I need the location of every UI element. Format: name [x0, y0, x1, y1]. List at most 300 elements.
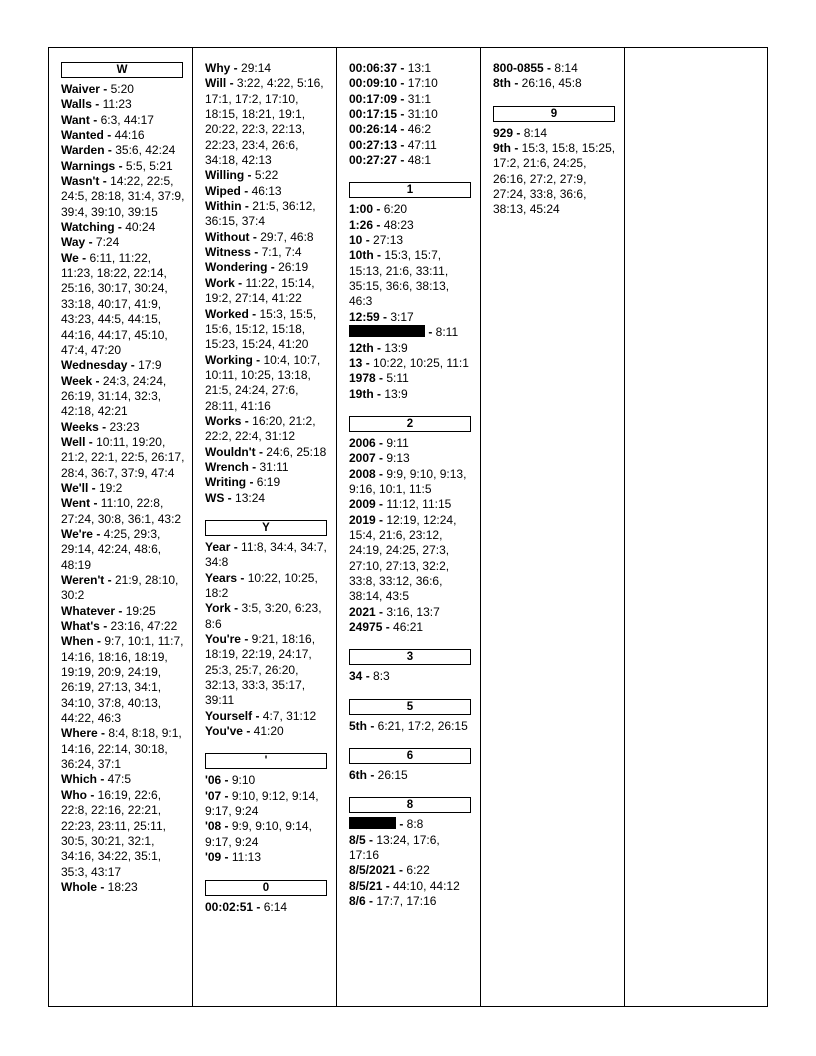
index-term: Why: [205, 61, 231, 75]
index-entry: [61, 788, 185, 880]
page-line-refs: 5:5, 5:21: [125, 158, 173, 173]
index-entry: [61, 573, 185, 604]
page-line-refs: 17:9: [138, 358, 162, 373]
page-line-refs: 31:1: [407, 91, 432, 106]
index-term: 8/5: [349, 832, 366, 847]
index-entry: [61, 880, 185, 895]
term-separator: -: [373, 248, 385, 263]
index-entry: [349, 61, 473, 76]
term-separator: -: [373, 217, 384, 232]
index-term: Working: [205, 352, 253, 367]
page-line-refs: 19:2: [98, 480, 123, 495]
index-column-5: [625, 48, 767, 1006]
index-column-2: [193, 48, 337, 1006]
index-entry: [205, 709, 329, 724]
term-separator: -: [365, 832, 377, 847]
index-term: Witness: [205, 245, 251, 260]
term-separator: -: [244, 168, 255, 183]
page-line-refs: 12:19, 12:24, 15:4, 21:6, 23:12, 24:19, 24:25, 27:3, 27:10, 27:13, 32:2, 33:8, 33:12, 36:6, 38:14, 43:5: [349, 512, 457, 604]
page-line-refs: 8:8: [406, 817, 424, 832]
index-entry: [205, 61, 329, 76]
term-separator: -: [240, 183, 252, 198]
index-entry: [205, 414, 329, 445]
index-entry: [349, 451, 473, 466]
term-separator: -: [367, 718, 378, 733]
page-line-refs: 10:22, 10:25, 18:2: [205, 570, 318, 600]
index-term: 8th: [493, 76, 511, 91]
index-term: Wondering: [205, 260, 268, 275]
index-entry: [61, 143, 185, 158]
page-line-refs: 13:9: [384, 340, 408, 355]
term-separator: -: [253, 899, 264, 914]
index-term: Weeks: [61, 419, 99, 434]
page-line-refs: 31:10: [407, 107, 438, 122]
page-line-refs: 6:21, 17:2, 26:15: [377, 718, 468, 733]
page-line-refs: 46:13: [251, 183, 282, 198]
index-entry: [349, 371, 473, 386]
page-line-refs: 9:9, 9:10, 9:14, 9:17, 9:24: [205, 819, 312, 849]
page-line-refs: 11:22, 15:14, 19:2, 27:14, 41:22: [205, 275, 315, 306]
page-line-refs: 17:7, 17:16: [376, 894, 437, 909]
index-term: WS: [205, 490, 225, 505]
term-separator: -: [396, 817, 407, 832]
page-line-refs: 11:12, 11:15: [386, 497, 452, 512]
page-line-refs: 11:13: [231, 850, 262, 865]
index-entry: [349, 122, 473, 137]
index-term: You've: [205, 724, 243, 739]
index-entry: [349, 310, 473, 325]
index-entry: [61, 435, 185, 481]
index-entry: [61, 772, 185, 787]
index-entry: [205, 491, 329, 506]
term-separator: -: [379, 309, 391, 324]
index-page: [48, 47, 768, 1007]
index-term: Yourself: [205, 708, 253, 723]
index-entry: [61, 82, 185, 97]
index-entry: [205, 900, 329, 915]
section-header: 1: [349, 182, 471, 198]
term-separator: -: [226, 76, 237, 91]
term-separator: -: [397, 153, 408, 168]
term-separator: -: [99, 619, 111, 634]
index-term: 2007: [349, 451, 376, 466]
page-line-refs: 48:1: [407, 153, 432, 168]
term-separator: -: [362, 355, 374, 370]
index-term: Walls: [61, 97, 92, 112]
index-entry: [205, 819, 329, 850]
index-term: 00:27:13: [349, 137, 398, 152]
index-entry: [349, 605, 473, 620]
index-term: Warden: [61, 143, 105, 158]
index-term: 2009: [349, 497, 376, 512]
term-separator: -: [382, 620, 394, 634]
index-entry: [493, 141, 617, 218]
index-entry: [205, 601, 329, 632]
index-entry: [205, 276, 329, 307]
term-separator: -: [230, 601, 242, 616]
page-line-refs: 6:19: [256, 475, 281, 490]
index-term: '07: [205, 788, 222, 803]
index-entry: [205, 168, 329, 183]
term-separator: -: [511, 141, 522, 156]
term-separator: -: [224, 490, 236, 505]
term-separator: -: [92, 373, 103, 388]
page-line-refs: 11:23: [102, 97, 132, 112]
page-line-refs: 9:7, 10:1, 11:7, 14:16, 18:16, 18:19, 19:19, 20:9, 24:19, 26:19, 27:13, 34:1, 34:10, 37:8, 40:13, 44:22, 46:3: [61, 634, 184, 726]
index-entry: [205, 445, 329, 460]
term-separator: -: [375, 466, 387, 481]
term-separator: -: [103, 128, 115, 143]
index-entry: [349, 669, 473, 684]
page-line-refs: 9:13: [386, 451, 410, 466]
index-entry: [205, 475, 329, 490]
index-entry: [205, 199, 329, 230]
term-separator: -: [362, 233, 374, 248]
redaction-bar: [349, 817, 396, 829]
index-term: 8/6: [349, 894, 366, 909]
term-separator: -: [99, 174, 111, 189]
page-line-refs: 10:11, 19:20, 21:2, 22:1, 22:5, 26:17, 28:4, 36:7, 37:9, 47:4: [61, 434, 185, 480]
index-entry: [205, 460, 329, 475]
index-entry: [349, 153, 473, 168]
index-term: Week: [61, 373, 93, 388]
term-separator: -: [395, 863, 407, 878]
index-entry: [493, 61, 617, 76]
index-term: Wednesday: [61, 358, 128, 373]
index-term: 2006: [349, 435, 376, 450]
index-term: 24975: [349, 620, 383, 634]
index-entry: [61, 97, 185, 112]
index-term: 2008: [349, 466, 376, 481]
index-entry: [349, 863, 473, 878]
page-line-refs: 15:3, 15:5, 15:6, 15:12, 15:18, 15:23, 15:24, 41:20: [205, 306, 317, 352]
index-entry: [205, 773, 329, 788]
term-separator: -: [375, 451, 387, 466]
index-term: 1:26: [349, 217, 374, 232]
index-entry: [205, 571, 329, 602]
index-term: Weren't: [61, 573, 105, 587]
index-term: Willing: [205, 168, 245, 183]
term-separator: -: [513, 125, 524, 140]
term-separator: -: [87, 787, 98, 802]
page-line-refs: 3:5, 3:20, 6:23, 8:6: [205, 601, 322, 631]
index-entry: [61, 604, 185, 619]
index-term: Wrench: [205, 459, 249, 474]
page-line-refs: 16:19, 22:6, 22:8, 22:16, 22:21, 22:23, 23:11, 25:11, 30:5, 30:21, 32:1, 34:16, 34:22, 35:1, 35:3, 43:17: [61, 787, 166, 879]
page-line-refs: 5:20: [110, 82, 134, 96]
index-entry: [349, 894, 473, 909]
index-entry: [349, 202, 473, 217]
page-line-refs: 10:22, 10:25, 11:1: [373, 355, 469, 370]
index-term: 00:26:14: [349, 122, 398, 137]
term-separator: -: [375, 371, 387, 386]
index-term: Went: [61, 496, 91, 511]
term-separator: -: [114, 220, 126, 235]
index-term: '09: [205, 850, 222, 865]
term-separator: -: [511, 76, 522, 91]
index-entry: [61, 527, 185, 573]
index-entry: [349, 248, 473, 309]
index-entry: [349, 768, 473, 783]
page-line-refs: 8:4, 8:18, 9:1, 14:16, 22:14, 30:18, 36:24, 37:1: [61, 726, 182, 772]
term-separator: -: [85, 235, 96, 250]
page-line-refs: 13:24, 17:6, 17:16: [349, 832, 440, 863]
index-entry: [205, 260, 329, 275]
page-line-refs: 13:24: [235, 490, 266, 505]
page-line-refs: 46:21: [393, 620, 424, 634]
term-separator: -: [104, 573, 115, 587]
page-line-refs: 19:25: [125, 603, 156, 618]
index-term: Worked: [205, 306, 249, 321]
term-separator: -: [91, 97, 103, 112]
page-line-refs: 5:11: [386, 371, 409, 386]
index-column-1: [49, 48, 193, 1006]
term-separator: -: [367, 768, 378, 783]
index-term: Without: [205, 229, 250, 244]
term-separator: -: [252, 708, 263, 723]
index-entry: [61, 128, 185, 143]
index-entry: [349, 356, 473, 371]
page-line-refs: 15:3, 15:8, 15:25, 17:2, 21:6, 24:25, 26:16, 27:2, 27:9, 27:24, 33:8, 36:6, 38:13, 45:24: [493, 141, 616, 217]
page-line-refs: 26:16, 45:8: [521, 76, 582, 91]
index-entry: [349, 76, 473, 91]
index-term: Waiver: [61, 82, 100, 96]
page-line-refs: 9:10: [231, 773, 256, 788]
index-term: Wouldn't: [205, 444, 256, 459]
page-line-refs: 6:14: [263, 899, 288, 914]
page-line-refs: 14:22, 22:5, 24:5, 28:18, 31:4, 37:9, 39:4, 39:10, 39:15: [61, 174, 185, 219]
page-line-refs: 40:24: [125, 220, 156, 235]
page-line-refs: 4:7, 31:12: [262, 708, 317, 723]
index-term: Years: [205, 570, 238, 585]
index-term: 1978: [349, 371, 376, 386]
term-separator: -: [362, 669, 374, 684]
index-term: 1:00: [349, 202, 374, 217]
term-separator: -: [89, 112, 101, 127]
term-separator: -: [365, 894, 377, 909]
index-term: When: [61, 634, 94, 649]
page-line-refs: 4:25, 29:3, 29:14, 42:24, 48:6, 48:19: [61, 526, 162, 572]
index-term: Wiped: [205, 183, 241, 198]
page-line-refs: 11:8, 34:4, 34:7, 34:8: [205, 539, 327, 570]
index-entry: [61, 481, 185, 496]
section-header: 2: [349, 416, 471, 432]
index-entry: [61, 235, 185, 250]
index-term: What's: [61, 619, 100, 634]
section-header: W: [61, 62, 183, 78]
index-term: Will: [205, 76, 227, 91]
term-separator: -: [373, 386, 385, 401]
term-separator: -: [375, 435, 387, 450]
index-term: '08: [205, 819, 222, 834]
section-header: 8: [349, 797, 471, 813]
section-header: ': [205, 753, 327, 769]
index-entry: [61, 220, 185, 235]
index-entry: [205, 540, 329, 571]
term-separator: -: [250, 245, 262, 260]
section-header: 3: [349, 649, 471, 665]
term-separator: -: [375, 604, 387, 619]
index-entry: [349, 467, 473, 498]
index-entry: [61, 358, 185, 373]
index-term: Whole: [61, 879, 97, 894]
redaction-bar: [349, 325, 425, 337]
index-entry: [349, 138, 473, 153]
index-entry: [61, 619, 185, 634]
index-term: Who: [61, 787, 87, 802]
term-separator: -: [97, 772, 108, 787]
index-entry: [205, 724, 329, 739]
index-term: Wanted: [61, 128, 104, 143]
term-separator: -: [246, 475, 257, 490]
index-term: 00:09:10: [349, 76, 398, 91]
page-line-refs: 9:9, 9:10, 9:13, 9:16, 10:1, 11:5: [349, 466, 467, 496]
page-line-refs: 44:16: [114, 128, 145, 143]
term-separator: -: [90, 496, 101, 511]
index-term: We'll: [61, 480, 89, 495]
index-term: 2019: [349, 512, 376, 527]
index-term: Where: [61, 726, 98, 741]
term-separator: -: [397, 137, 408, 152]
term-separator: -: [375, 497, 387, 512]
index-term: 00:17:09: [349, 91, 398, 106]
term-separator: -: [97, 726, 109, 741]
page-line-refs: 24:6, 25:18: [266, 444, 327, 459]
term-separator: -: [237, 570, 248, 585]
page-line-refs: 7:24: [95, 235, 120, 250]
page-line-refs: 29:7, 46:8: [260, 229, 314, 244]
index-term: 8/5/2021: [349, 863, 396, 878]
section-header: 6: [349, 748, 471, 764]
term-separator: -: [221, 850, 232, 865]
index-column-4: [481, 48, 625, 1006]
page-line-refs: 48:23: [383, 217, 414, 232]
term-separator: -: [375, 512, 387, 527]
index-entry: [349, 325, 473, 340]
page-line-refs: 9:11: [386, 435, 409, 450]
index-entry: [61, 251, 185, 358]
index-term: Well: [61, 434, 86, 449]
term-separator: -: [234, 275, 246, 290]
index-entry: [205, 245, 329, 260]
index-term: 19th: [349, 386, 374, 401]
index-entry: [61, 726, 185, 772]
index-entry: [349, 833, 473, 864]
page-line-refs: 6:3, 44:17: [100, 112, 154, 127]
term-separator: -: [98, 419, 110, 434]
index-term: 00:17:15: [349, 107, 398, 122]
page-line-refs: 6:11, 11:22, 11:23, 18:22, 22:14, 25:16, 30:17, 30:24, 33:18, 40:17, 41:9, 43:23, 44:5, 44:15, 44:16, 44:17, 45:10, 47:4, 47:20: [61, 250, 168, 357]
term-separator: -: [230, 539, 242, 554]
index-entry: [349, 879, 473, 894]
index-term: 12th: [349, 340, 374, 355]
index-entry: [205, 353, 329, 414]
index-term: Writing: [205, 475, 247, 490]
index-term: 00:27:27: [349, 153, 398, 168]
term-separator: -: [92, 526, 104, 541]
page-line-refs: 8:11: [435, 325, 459, 340]
page-line-refs: 47:11: [407, 137, 437, 152]
index-entry: [349, 620, 473, 635]
page-line-refs: 9:21, 18:16, 18:19, 22:19, 24:17, 25:3, 25:7, 26:20, 32:13, 33:3, 35:17, 39:11: [205, 632, 316, 708]
index-entry: [61, 159, 185, 174]
page-line-refs: 8:14: [523, 125, 548, 140]
index-term: Watching: [61, 220, 115, 235]
page-line-refs: 8:3: [373, 669, 390, 684]
page-line-refs: 13:9: [384, 386, 408, 401]
index-term: 34: [349, 669, 363, 684]
page-line-refs: 5:22: [254, 168, 279, 183]
index-term: 5th: [349, 718, 367, 733]
index-entry: [349, 233, 473, 248]
term-separator: -: [252, 352, 264, 367]
index-entry: [61, 420, 185, 435]
term-separator: -: [241, 413, 253, 428]
term-separator: -: [248, 306, 260, 321]
page-line-refs: 18:23: [107, 879, 138, 894]
index-term: Which: [61, 772, 97, 787]
index-entry: [61, 174, 185, 220]
term-separator: -: [397, 91, 408, 106]
page-line-refs: 47:5: [107, 772, 132, 787]
term-separator: -: [93, 634, 105, 649]
index-term: '06: [205, 773, 222, 788]
index-term: 8/5/21: [349, 878, 383, 893]
term-separator: -: [97, 879, 108, 894]
index-term: 929: [493, 125, 514, 140]
term-separator: -: [78, 250, 90, 265]
term-separator: -: [248, 459, 260, 474]
index-term: You're: [205, 632, 241, 647]
section-header: 5: [349, 699, 471, 715]
section-header: Y: [205, 520, 327, 536]
page-line-refs: 16:20, 21:2, 22:2, 22:4, 31:12: [205, 413, 316, 444]
page-line-refs: 21:5, 36:12, 36:15, 37:4: [205, 199, 316, 229]
index-term: Work: [205, 275, 235, 290]
page-line-refs: 15:3, 15:7, 15:13, 21:6, 33:11, 35:15, 36:6, 38:13, 46:3: [349, 248, 450, 309]
term-separator: -: [397, 61, 408, 75]
index-entry: [349, 92, 473, 107]
page-line-refs: 46:2: [407, 122, 432, 137]
index-entry: [349, 817, 473, 832]
index-entry: [205, 230, 329, 245]
term-separator: -: [373, 340, 385, 355]
index-term: 10th: [349, 248, 374, 263]
page-line-refs: 8:14: [554, 61, 578, 75]
index-term: We're: [61, 526, 93, 541]
term-separator: -: [397, 76, 408, 91]
page-line-refs: 17:10: [407, 76, 438, 91]
index-entry: [205, 632, 329, 709]
index-term: York: [205, 601, 231, 616]
index-entry: [205, 184, 329, 199]
page-line-refs: 31:11: [259, 459, 289, 474]
term-separator: -: [543, 61, 555, 75]
page-line-refs: 3:22, 4:22, 5:16, 17:1, 17:2, 17:10, 18:15, 18:21, 19:1, 20:22, 22:3, 22:13, 22:23, 23:4, 26:6, 34:18, 42:13: [205, 76, 324, 168]
term-separator: -: [104, 143, 116, 158]
index-entry: [349, 107, 473, 122]
index-term: 9th: [493, 141, 511, 156]
page-line-refs: 29:14: [241, 61, 272, 75]
index-entry: [493, 76, 617, 91]
index-term: 6th: [349, 768, 367, 783]
index-term: 10: [349, 233, 363, 248]
term-separator: -: [85, 434, 97, 449]
index-entry: [205, 76, 329, 168]
index-entry: [349, 719, 473, 734]
term-separator: -: [221, 773, 232, 788]
index-term: 13: [349, 355, 363, 370]
